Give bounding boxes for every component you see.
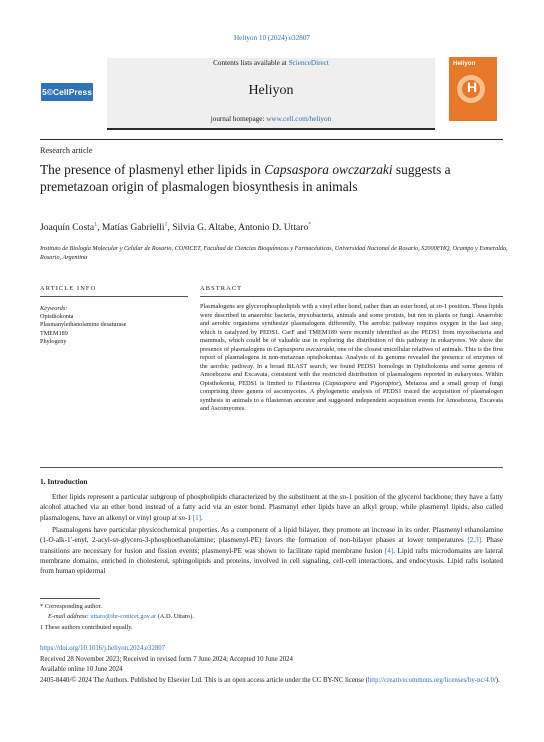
reference-link[interactable]: [1] bbox=[192, 513, 202, 522]
text-segment: -alk-1′-enyl, 2-acyl- bbox=[53, 536, 113, 545]
keyword-list bbox=[40, 313, 190, 347]
journal-cover-image bbox=[449, 57, 497, 121]
abstract-segment: -1 position. These lipids were described in anaerobic bacteria, myxobacteria, animals and some protists, but not in plants or fungi. Anaerobic and aerobic organisms synthesize plasmalogens differently. The aerobic pathway requires oxygen in the last step, which is catalyzed by PEDS1. CarF and TMEM189 were recently identified as the PEDS1 from myxobacteria and mammals, which could be of valuable use in exploring the distribution of this pathway in eukaryotes. We show the presence of plasmalogens in bbox=[200, 303, 503, 353]
keyword-item: Plasmanylethanolamine desaturase bbox=[40, 321, 127, 329]
homepage-prefix: journal homepage: bbox=[210, 115, 267, 123]
italic-segment: sn bbox=[112, 536, 119, 545]
text-segment: . bbox=[201, 513, 203, 522]
homepage-link[interactable]: www.cell.com/heliyon bbox=[266, 115, 332, 123]
journal-citation-link[interactable]: Heliyon 10 (2024) e32807 bbox=[233, 34, 311, 42]
reference-link[interactable]: [2,3] bbox=[467, 536, 482, 545]
author-name[interactable]: Joaquín Costa bbox=[40, 222, 95, 234]
text-segment: -1 bbox=[184, 513, 193, 522]
license-end: ). bbox=[495, 677, 500, 684]
text-segment: Plasmalogens have particular physicochemical properties. As a component of a lipid bilayer, they promote an increase in its order. Plasmenyl ethanolamine (1- bbox=[40, 526, 503, 545]
abstract-divider bbox=[200, 296, 503, 297]
header-divider bbox=[40, 139, 503, 140]
italic-segment: sn bbox=[178, 513, 185, 522]
title-species: Capsaspora owczarzaki bbox=[264, 162, 393, 177]
introduction-paragraph-1 bbox=[40, 492, 503, 523]
license-link[interactable]: http://creativecommons.org/licenses/by-nc/4.0/ bbox=[367, 677, 496, 684]
corresponding-author-mark[interactable]: * bbox=[308, 222, 312, 228]
abstract-italic: Capsaspora owczarzaki bbox=[273, 345, 335, 353]
author-affiliation: Instituto de Biología Molecular y Celular de Rosario, CONICET, Facultad de Ciencias Bioquímicas y Farmacéuticas, Universidad Nacional de Rosario, S2000FHQ, Ocampo y Esmeralda, Rosario, Argentina bbox=[40, 245, 508, 261]
article-type: Research article bbox=[40, 146, 93, 155]
author-name[interactable]: Silvia G. Altabe bbox=[172, 222, 234, 234]
abstract-heading: ABSTRACT bbox=[200, 285, 243, 292]
email-suffix: (A.D. Uttaro). bbox=[156, 613, 194, 620]
keyword-item: Phylogeny bbox=[40, 338, 67, 346]
author-mark: 1 bbox=[94, 222, 98, 228]
abstract-segment: , one of the closest unicellular relatives of animals. This is the first report of plasmalogens in non-metazoan opisthokontas. Analysis of its genome revealed the presence of enzymes of the aerobic pathway. In a broad BLAST search, we found PEDS1 homologs in Opisthokonta and some genera of Amoebozoa and Excavata, consistent with the restricted distribution of plasmalogens reported in eukaryotes. Within Opisthokonta, PEDS1 is limited to Filasterea ( bbox=[200, 345, 503, 387]
cellpress-logo: 5©CellPress bbox=[41, 83, 93, 101]
article-info-divider bbox=[40, 296, 188, 297]
abstract-italic: sn bbox=[436, 303, 442, 310]
email-link[interactable]: uttaro@ibr-conicet.gov.ar bbox=[90, 613, 157, 620]
keyword-item: Opisthokonta bbox=[40, 313, 74, 320]
italic-segment: O bbox=[48, 536, 54, 545]
title-part-2: suggests a premetazoan origin of plasmalogen biosynthesis in animals bbox=[40, 162, 451, 194]
email-note bbox=[48, 613, 194, 622]
abstract-text bbox=[200, 303, 503, 414]
cover-title: Heliyon bbox=[453, 60, 476, 67]
contents-prefix: Contents lists available at bbox=[213, 59, 289, 67]
author-mark: 1 bbox=[164, 222, 168, 228]
author-name[interactable]: Antonio D. Uttaro bbox=[238, 222, 309, 234]
journal-title: Heliyon bbox=[248, 83, 294, 98]
corresponding-author-note: * Corresponding author. bbox=[40, 603, 102, 610]
author-list: Joaquín Costa$^1$, Matías Gabrielli$^1$, Silvia G. Altabe, Antonio D. Uttaro* bbox=[40, 222, 312, 234]
text-segment: -1 position of the glycerol backbone; they have a fatty alcohol attached via an ether bond instead of a fatty acid via an ester bond. Plasmanyl ether lipids have an alkyl group, while plasmenyl lipids, also called plasmalogens, have an alkenyl or vinyl group at bbox=[40, 493, 504, 522]
license-text: 2405-8440/© 2024 The Authors. Published by Elsevier Ltd. This is an open access article under the CC BY-NC license ( bbox=[40, 677, 368, 684]
contents-line bbox=[107, 59, 435, 67]
license-statement bbox=[40, 676, 503, 686]
abstract-segment: Plasmalogens are glycerophospholipids with a vinyl ether bond, rather than an ester bond, at bbox=[200, 303, 437, 310]
equal-contribution-note: 1 These authors contributed equally. bbox=[40, 624, 133, 631]
email-label: E-mail address: bbox=[48, 613, 91, 620]
article-info-heading: ARTICLE INFO bbox=[40, 285, 97, 292]
introduction-heading: 1. Introduction bbox=[40, 477, 88, 486]
article-title bbox=[40, 161, 460, 195]
available-online: Available online 10 June 2024 bbox=[40, 666, 123, 673]
introduction-paragraph-2 bbox=[40, 525, 503, 576]
abstract-segment: and bbox=[355, 379, 371, 387]
cover-letter: H bbox=[466, 79, 478, 95]
homepage-line bbox=[107, 115, 435, 123]
abstract-segment: ), Metazoa and a small group of fungi comprising three genera of ascomycetes. A phylogenetic analysis of PEDS1 traced the acquisition of plasmalogen synthesis in animals to a filasterean ancestor and suggested independent acquisition events for Amoebozoa, Excavata and Ascomycetes. bbox=[200, 379, 503, 412]
abstract-italic: Capsaspora bbox=[325, 379, 356, 387]
keyword-item: TMEM189 bbox=[40, 329, 68, 337]
text-segment: . Phase transitions are necessary for fusion and fission events; plasmenyl-PE was shown to facilitate rapid membrane fusion bbox=[40, 536, 503, 555]
italic-segment: sn bbox=[339, 493, 347, 501]
doi-link[interactable]: https://doi.org/10.1016/j.heliyon.2024.e32807 bbox=[40, 645, 166, 652]
received-dates: Received 28 November 2023; Received in revised form 7 June 2024; Accepted 10 June 2024 bbox=[40, 656, 293, 663]
abstract-bottom-divider bbox=[40, 467, 503, 468]
footnote-divider bbox=[40, 598, 100, 599]
abstract-italic: Pigoraptor bbox=[370, 379, 399, 387]
text-segment: . Lipid rafts microdomains are lateral membrane domains, enriched in cholesterol, sphingolipids and proteins, involved in cell signaling, cell-cell interactions, and endocytosis. Lipid rafts isolated from human epidermal bbox=[40, 546, 503, 576]
text-segment: -glycero-3-phosphoethanolamine; plasmenyl-PE) favors the formation of non-bilayer phases at lower temperatures bbox=[118, 536, 468, 545]
sciencedirect-link[interactable]: ScienceDirect bbox=[288, 59, 329, 67]
keywords-label: Keywords: bbox=[40, 305, 68, 312]
text-segment: Ether lipids represent a particular subgroup of phospholipids characterized by the substituent at the bbox=[52, 493, 340, 501]
reference-link[interactable]: [4] bbox=[384, 546, 394, 555]
title-part-1: The presence of plasmenyl ether lipids in bbox=[40, 162, 265, 177]
author-name[interactable]: Matías Gabrielli bbox=[101, 222, 165, 234]
